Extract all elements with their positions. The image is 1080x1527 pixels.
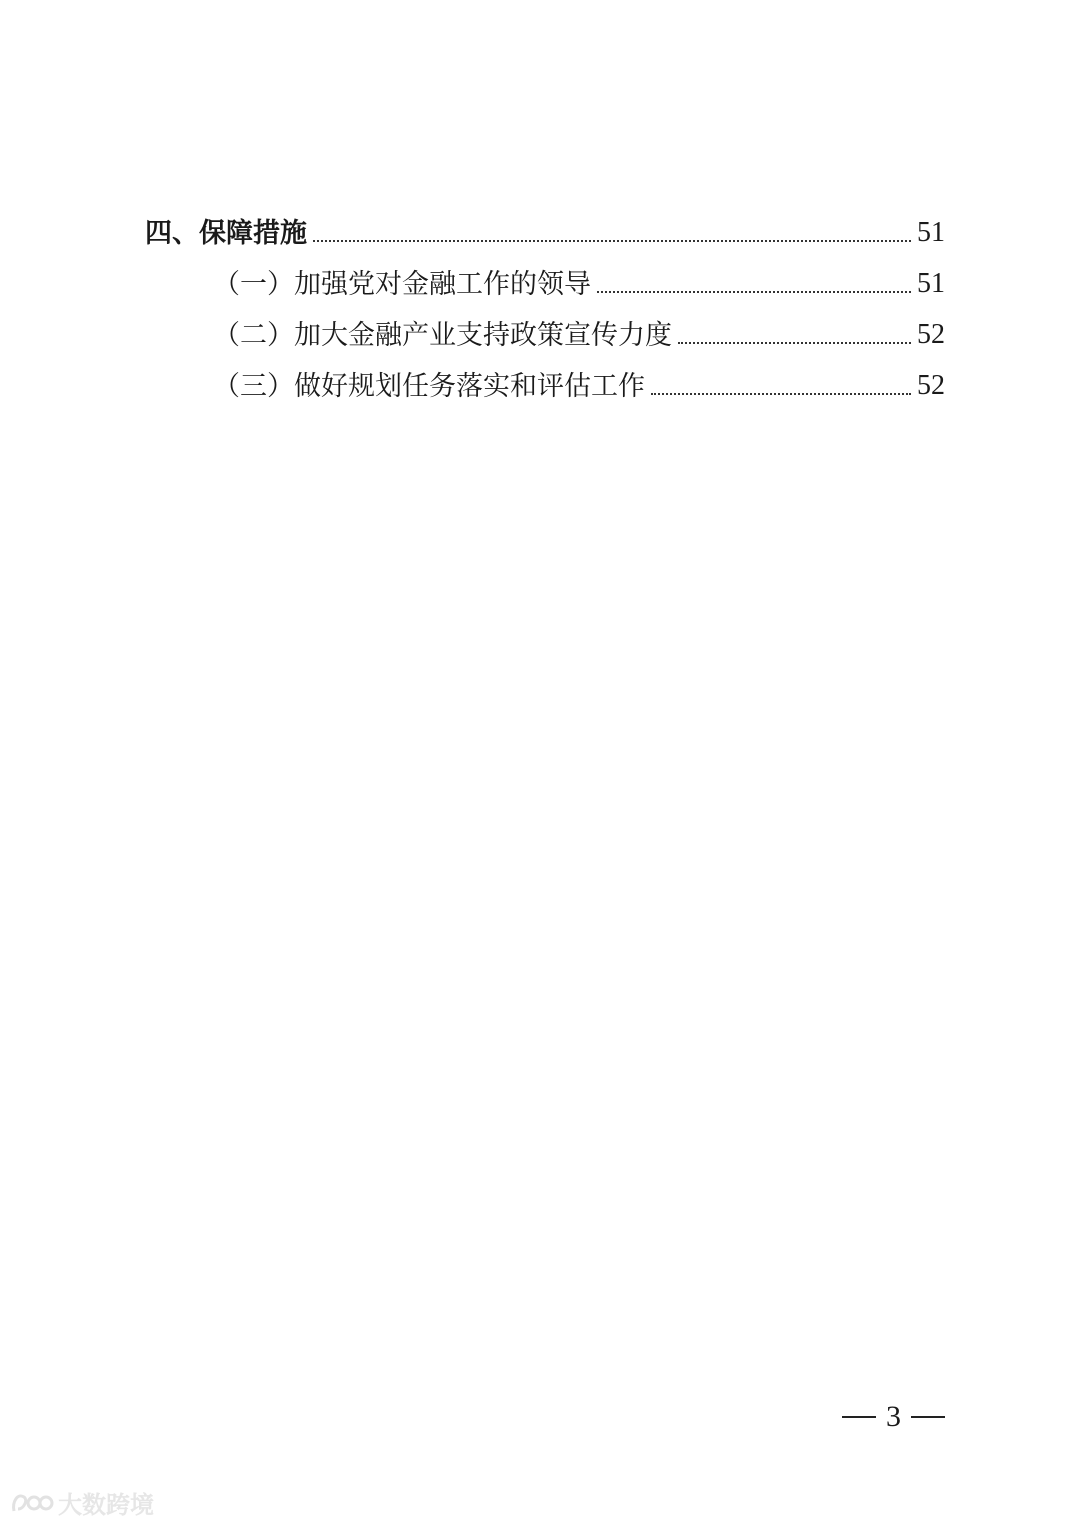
table-of-contents	[145, 196, 945, 400]
toc-entry-title: （一）加强党对金融工作的领导	[213, 269, 591, 300]
dash-right	[911, 1416, 945, 1418]
toc-leader-dots	[651, 393, 911, 395]
toc-entry[interactable]	[145, 247, 945, 298]
toc-entry[interactable]	[145, 298, 945, 349]
toc-entry-title: （二）加大金融产业支持政策宣传力度	[213, 320, 672, 351]
dash-left	[842, 1416, 876, 1418]
toc-entry-page: 52	[917, 319, 945, 350]
toc-entry-page: 51	[917, 268, 945, 299]
toc-entry-page: 52	[917, 370, 945, 401]
toc-leader-dots	[313, 240, 911, 242]
toc-entry-page: 51	[917, 217, 945, 248]
toc-leader-dots	[678, 342, 911, 344]
toc-entry[interactable]	[145, 349, 945, 400]
page-footer	[0, 1400, 1080, 1432]
toc-entry[interactable]	[145, 196, 945, 247]
toc-entry-title: （三）做好规划任务落实和评估工作	[213, 371, 645, 402]
toc-leader-dots	[597, 291, 911, 293]
page-number-group	[842, 1400, 945, 1434]
watermark-text: 大数跨境	[58, 1491, 154, 1519]
toc-entry-title: 四、保障措施	[145, 218, 307, 249]
watermark	[10, 1485, 154, 1520]
logo-icon	[10, 1489, 54, 1517]
page-number: 3	[886, 1400, 901, 1433]
